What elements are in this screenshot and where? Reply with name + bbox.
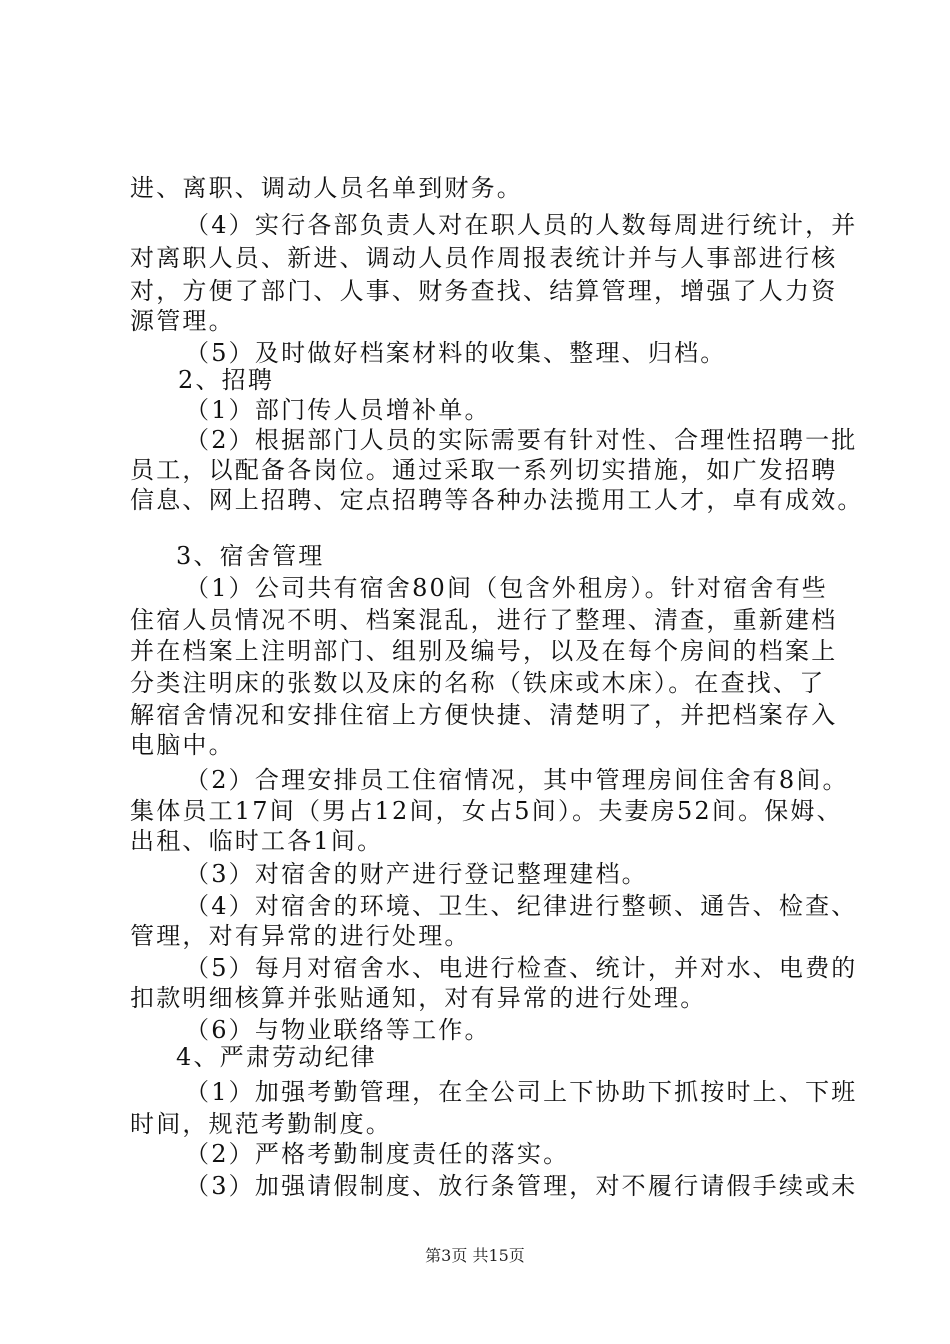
text-line: （4）实行各部负责人对在职人员的人数每周进行统计，并	[185, 211, 858, 239]
text-line: （2）合理安排员工住宿情况，其中管理房间住舍有8间。	[185, 766, 849, 794]
text-line: 进、离职、调动人员名单到财务。	[130, 174, 523, 202]
text-line: 并在档案上注明部门、组别及编号，以及在每个房间的档案上	[130, 637, 838, 665]
text-line: 电脑中。	[130, 731, 235, 759]
page-footer: 第3页 共15页	[425, 1246, 525, 1265]
text-line: 住宿人员情况不明、档案混乱，进行了整理、清查，重新建档	[130, 606, 838, 634]
section-heading: 3、宿舍管理	[176, 542, 325, 570]
text-line: （3）加强请假制度、放行条管理，对不履行请假手续或未	[185, 1172, 858, 1200]
section-heading: 2、招聘	[178, 366, 275, 394]
text-line: （4）对宿舍的环境、卫生、纪律进行整顿、通告、检查、	[185, 892, 858, 920]
text-line: 对，方便了部门、人事、财务查找、结算管理，增强了人力资	[130, 277, 838, 305]
text-line: 出租、临时工各1间。	[130, 827, 384, 855]
section-heading: 4、严肃劳动纪律	[176, 1043, 377, 1071]
text-line: （5）每月对宿舍水、电进行检查、统计，并对水、电费的	[185, 954, 858, 982]
text-line: （1）加强考勤管理，在全公司上下协助下抓按时上、下班	[185, 1078, 858, 1106]
text-line: 解宿舍情况和安排住宿上方便快捷、清楚明了，并把档案存入	[130, 701, 838, 729]
text-line: 对离职人员、新进、调动人员作周报表统计并与人事部进行核	[130, 244, 838, 272]
text-line: 员工，以配备各岗位。通过采取一系列切实措施，如广发招聘	[130, 456, 838, 484]
text-line: 扣款明细核算并张贴通知，对有异常的进行处理。	[130, 984, 707, 1012]
text-line: （3）对宿舍的财产进行登记整理建档。	[185, 860, 648, 888]
text-line: 源管理。	[130, 307, 235, 335]
text-line: （5）及时做好档案材料的收集、整理、归档。	[185, 339, 727, 367]
text-line: 管理，对有异常的进行处理。	[130, 922, 471, 950]
text-line: 分类注明床的张数以及床的名称（铁床或木床）。在查找、了	[130, 669, 826, 697]
text-line: （6）与物业联络等工作。	[185, 1016, 491, 1044]
text-line: （1）公司共有宿舍80间（包含外租房）。针对宿舍有些	[185, 574, 829, 602]
text-line: （2）严格考勤制度责任的落实。	[185, 1140, 570, 1168]
text-line: 时间，规范考勤制度。	[130, 1110, 392, 1138]
text-line: 集体员工17间（男占12间，女占5间）。夫妻房52间。保姆、	[130, 797, 843, 825]
text-line: （2）根据部门人员的实际需要有针对性、合理性招聘一批	[185, 426, 858, 454]
text-line: 信息、网上招聘、定点招聘等各种办法揽用工人才，卓有成效。	[130, 486, 864, 514]
text-line: （1）部门传人员增补单。	[185, 396, 491, 424]
